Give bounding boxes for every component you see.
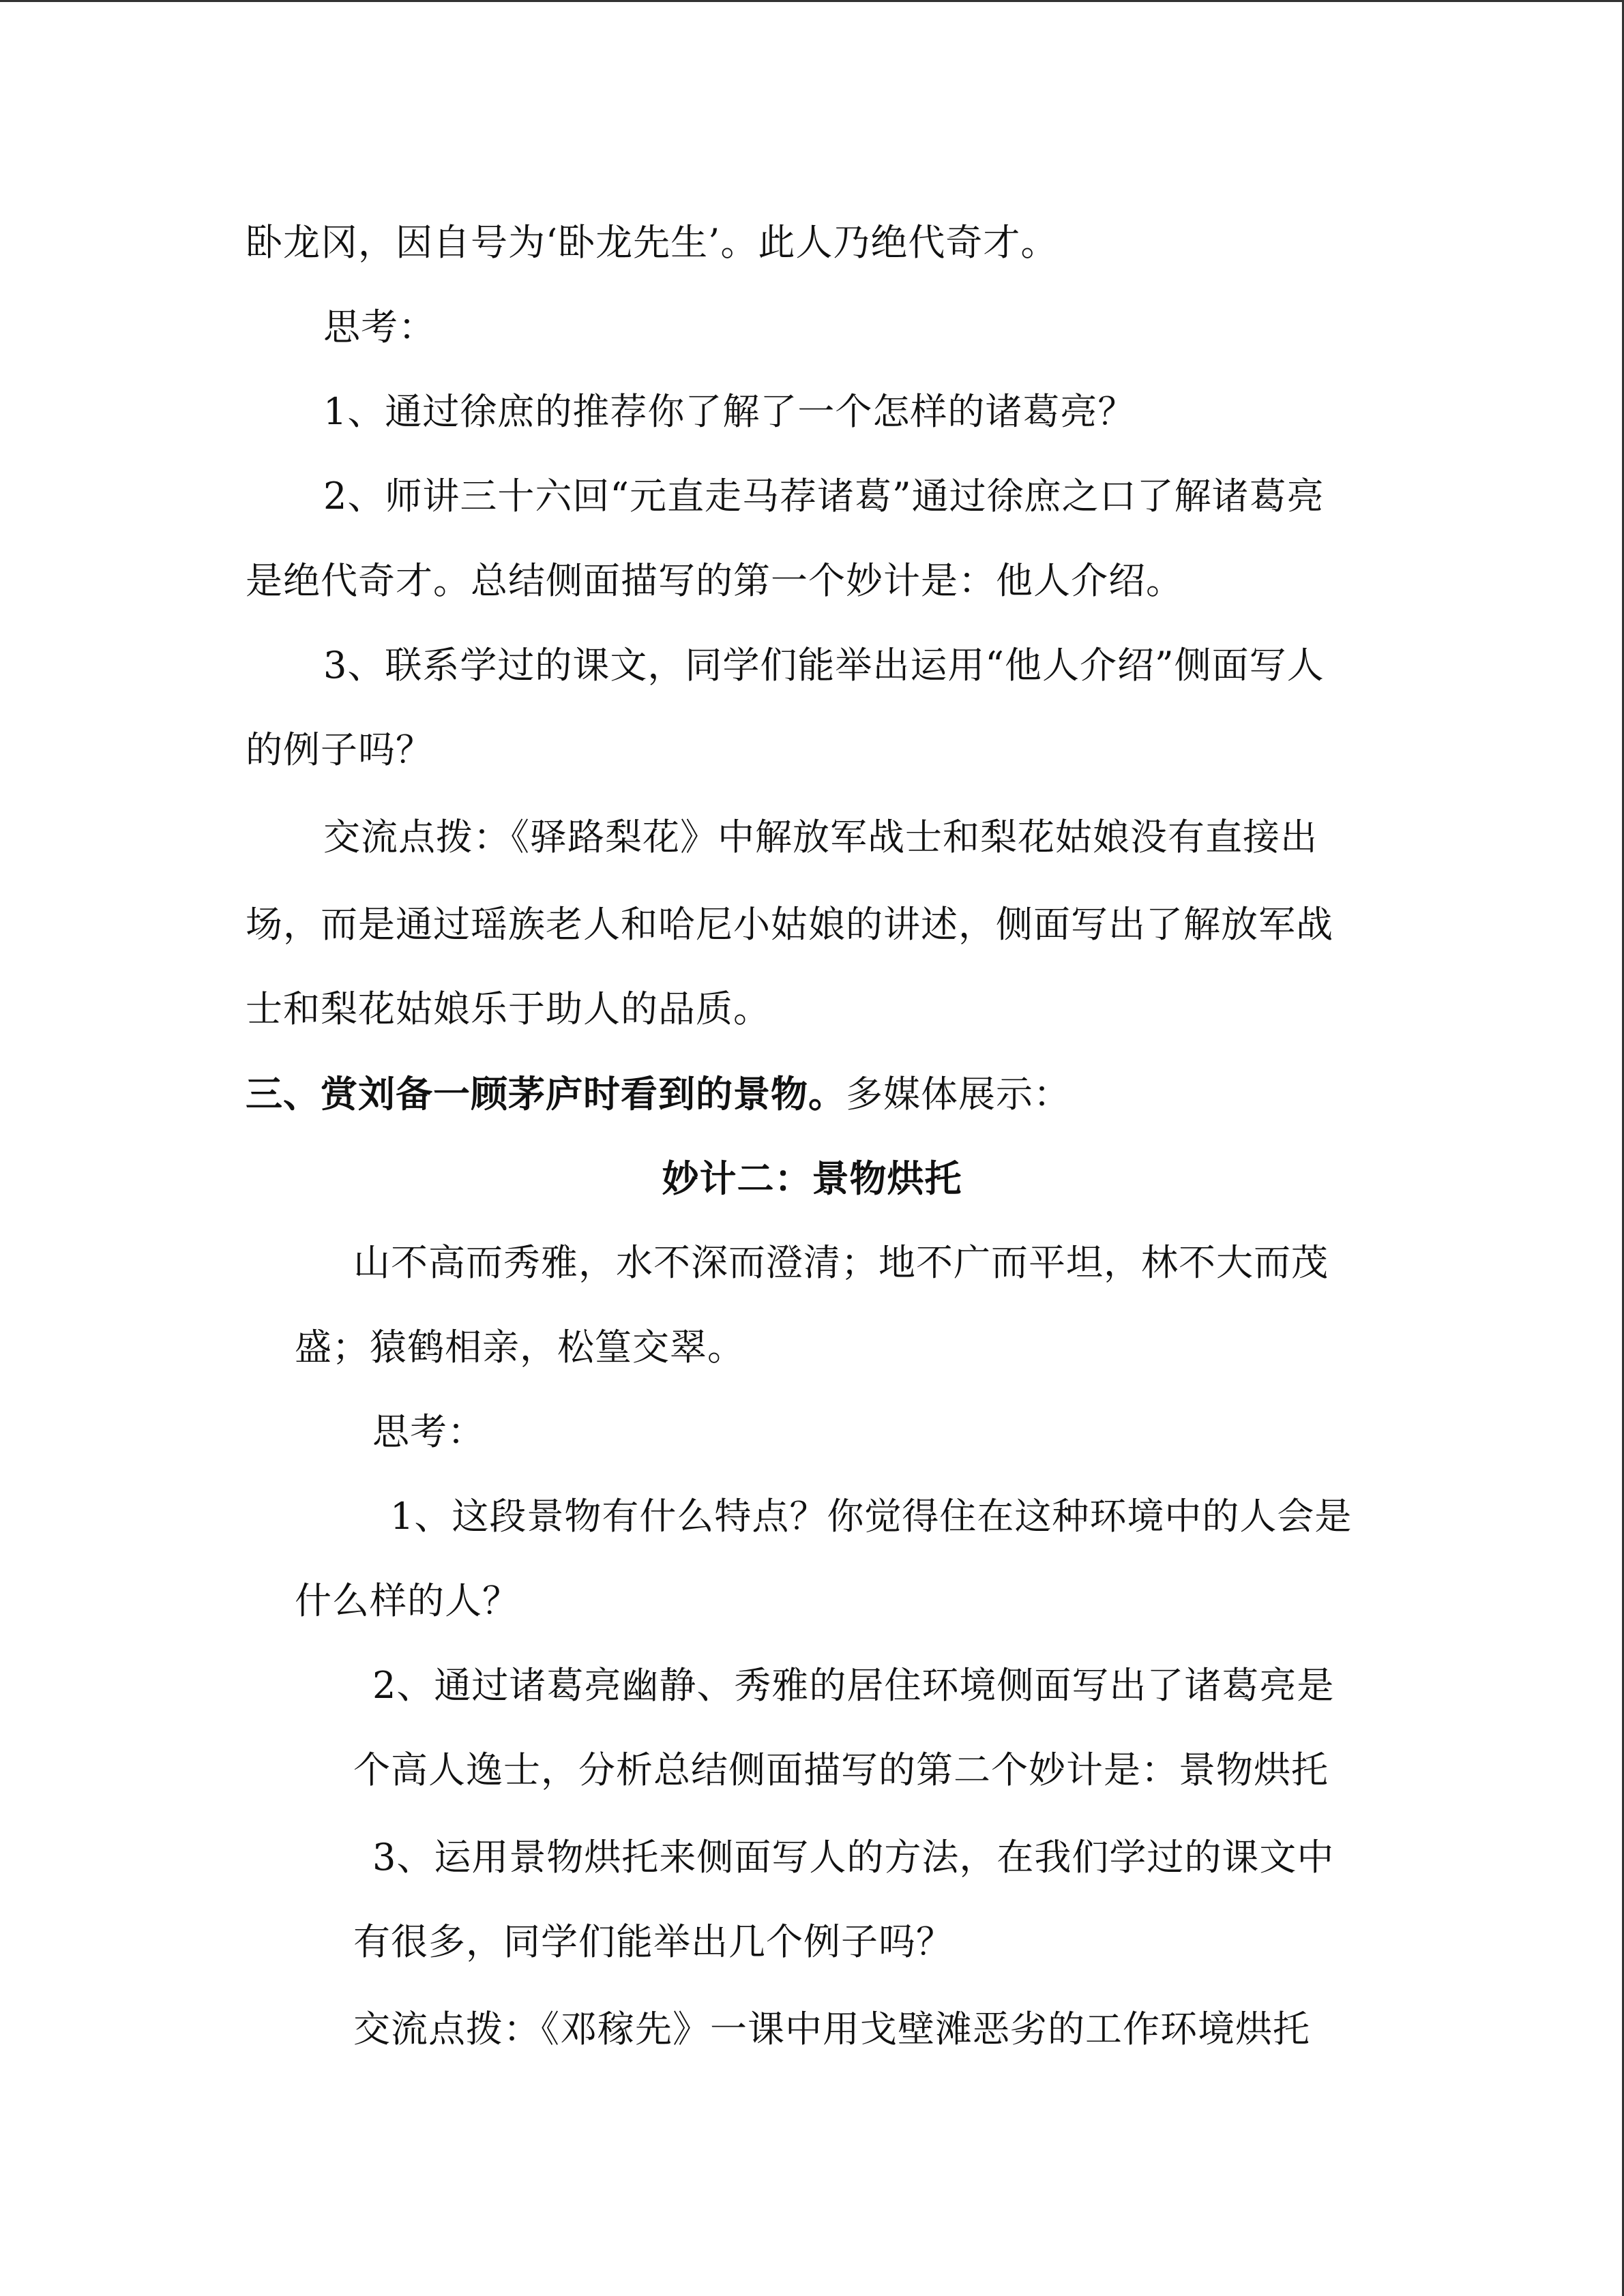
section-heading-bold: 三、赏刘备一顾茅庐时看到的景物。 [246,1072,846,1116]
question-b2-line-2: 个高人逸士，分析总结侧面描写的第二个妙计是：景物烘托 [353,1748,1329,1791]
exchange-line-3: 士和梨花姑娘乐于助人的品质。 [246,987,771,1030]
paragraph-line: 卧龙冈，因自号为‘卧龙先生’。此人乃绝代奇才。 [246,221,1059,264]
scenery-line-2: 盛；猿鹤相亲，松篁交翠。 [295,1326,745,1369]
section-heading-rest: 多媒体展示： [846,1073,1071,1116]
question-2-line-1: 2、师讲三十六回“元直走马荐诸葛”通过徐庶之口了解诸葛亮 [323,475,1325,518]
question-b1-line-2: 什么样的人？ [295,1579,520,1622]
strategy-title: 妙计二：景物烘托 [662,1157,962,1200]
section-heading [246,1070,1071,1118]
scenery-line-1: 山不高而秀雅，水不深而澄清；地不广而平坦，林不大而茂 [353,1241,1329,1284]
question-b3-line-1: 3、运用景物烘托来侧面写人的方法，在我们学过的课文中 [372,1836,1335,1879]
think-label-2: 思考： [372,1410,485,1453]
question-b3-line-2: 有很多，同学们能举出几个例子吗？ [353,1920,954,1963]
question-b1-line-1: 1、这段景物有什么特点？你觉得住在这种环境中的人会是 [390,1495,1353,1538]
question-3-line-2: 的例子吗？ [246,728,433,771]
question-b2-line-1: 2、通过诸葛亮幽静、秀雅的居住环境侧面写出了诸葛亮是 [372,1664,1335,1707]
question-2-line-2: 是绝代奇才。总结侧面描写的第一个妙计是：他人介绍。 [246,559,1183,602]
question-1: 1、通过徐庶的推荐你了解了一个怎样的诸葛亮？ [323,390,1136,433]
think-label: 思考： [323,305,436,348]
exchange-b-line-1: 交流点拨：《邓稼先》一课中用戈壁滩恶劣的工作环境烘托 [353,2008,1310,2051]
exchange-line-1: 交流点拨：《驿路梨花》中解放军战士和梨花姑娘没有直接出 [323,816,1318,859]
exchange-line-2: 场，而是通过瑶族老人和哈尼小姑娘的讲述，侧面写出了解放军战 [246,903,1333,946]
question-3-line-1: 3、联系学过的课文，同学们能举出运用“他人介绍”侧面写人 [323,644,1325,687]
